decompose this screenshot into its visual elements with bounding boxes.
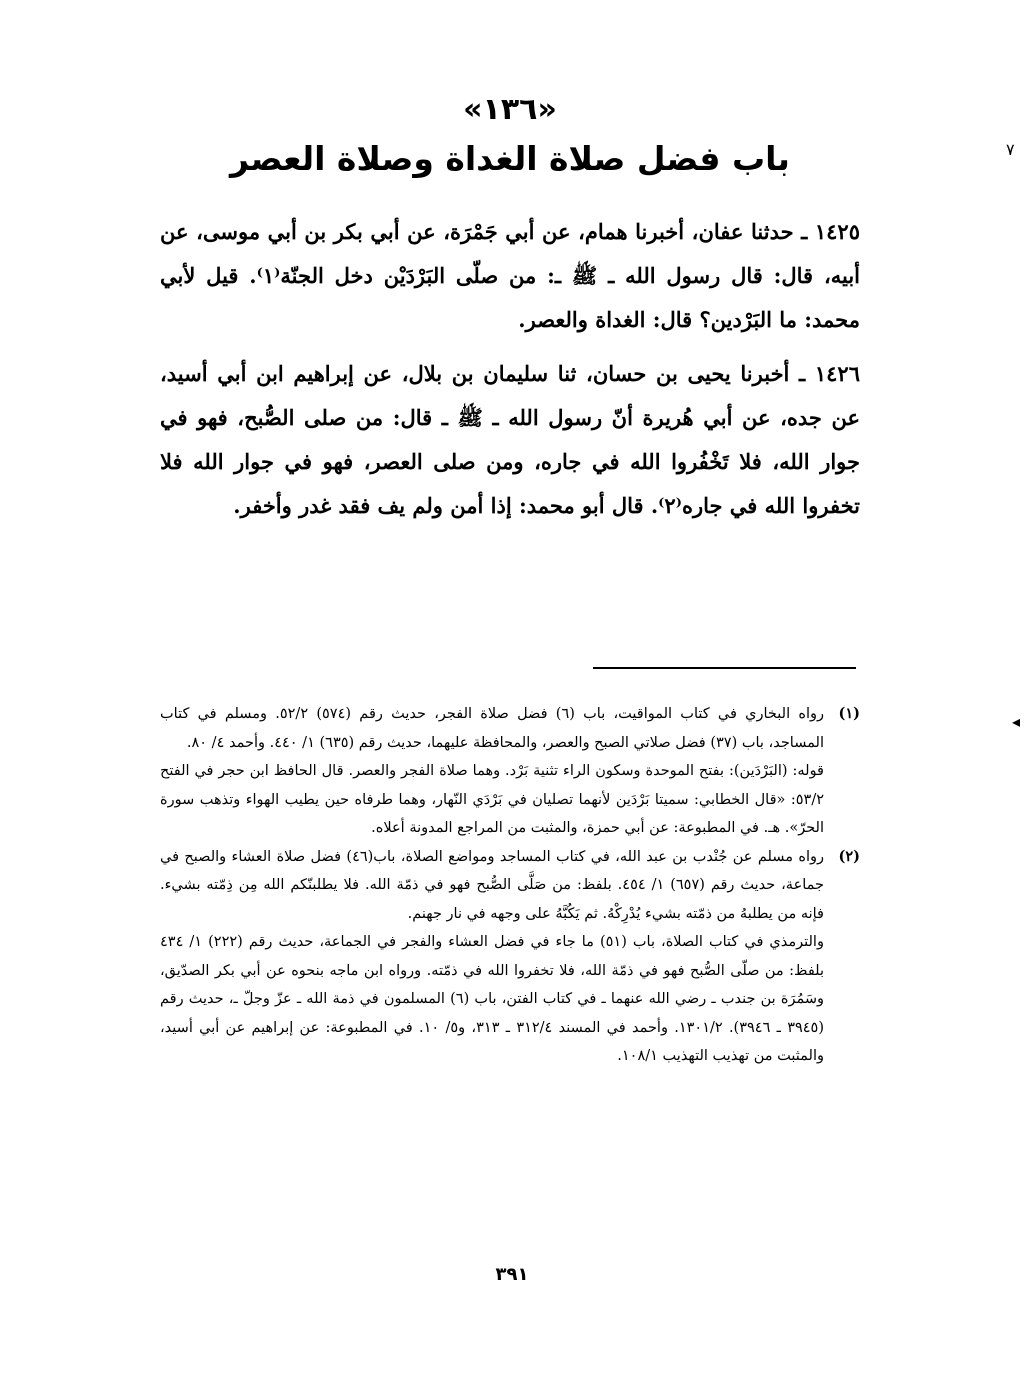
chapter-number: «١٣٦» bbox=[463, 92, 557, 127]
main-text bbox=[160, 90, 860, 538]
footnotes bbox=[160, 700, 860, 1071]
footnote-paragraph: رواه مسلم عن جُنْدب بن عبد الله، في كتاب المساجد ومواضع الصلاة، باب(٤٦) فضل صلاة العشاء والصبح في جماعة، حديث رقم (٦٥٧) ١/ ٤٥٤. بلفظ: من صَلَّى الصُّبح فهو في ذمّة الله. فلا يطلبنّكم الله مِن ذِمّته بشيء. فإنه من يطلبهُ من ذمّته بشيء يُدْرِكْهُ. ثم يَكُبَّهُ على وجهه في نار جهنم. bbox=[160, 848, 824, 922]
footnote-number: (٢) bbox=[838, 847, 860, 865]
footnote-paragraph: والترمذي في كتاب الصلاة، باب (٥١) ما جاء في فضل العشاء والفجر في الجماعة، حديث رقم (٢٢٢) ١/ ٤٣٤ بلفظ: من صلّى الصُّبح فهو في ذمّة الله، فلا تخفروا الله في ذمّته. ورواه ابن ماجه بنحوه عن أبي بكر الصدّيق، وسَمُرَة بن جندب ـ رضي الله عنهما ـ في كتاب الفتن، باب (٦) المسلمون في ذمة الله ـ عزّ وجلّ ـ، حديث رقم (٣٩٤٥ ـ ٣٩٤٦). ١٣٠١/٢. وأحمد في المسند ٣١٢/٤ ـ ٣١٣، و٥/ ١٠. في المطبوعة: عن إبراهيم عن أبي أسيد، والمثبت من تهذيب التهذيب ١٠٨/١. bbox=[160, 934, 825, 1064]
footnote-body bbox=[160, 843, 824, 1071]
footnote-paragraph: رواه البخاري في كتاب المواقيت، باب (٦) فضل صلاة الفجر، حديث رقم (٥٧٤) ٥٢/٢. ومسلم في كتاب المساجد، باب (٣٧) فضل صلاتي الصبح والعصر، والمحافظة عليهما، حديث رقم (٦٣٥) ١/ ٤٤٠. وأحمد ٤/ ٨٠. bbox=[160, 706, 824, 751]
footnote-paragraph: قوله: (البَرْدَين): بفتح الموحدة وسكون الراء تثنية بَرْد. وهما صلاة الفجر والعصر. قال الحافظ ابن حجر في الفتح ٥٣/٢: «قال الخطابي: سميتا بَرْدَين لأنهما تصليان في بَرْدَي النّهار، وهما طرفاه حين يطيب الهواء وتذهب سورة الحرّ». هـ. في المطبوعة: عن أبي حمزة، والمثبت من المراجع المدونة أعلاه. bbox=[160, 763, 824, 836]
footnote-number: (١) bbox=[838, 705, 860, 722]
chapter-title: باب فضل صلاة الغداة وصلاة العصر bbox=[230, 139, 790, 178]
scan-edge-mark: ٧ bbox=[1006, 140, 1015, 159]
scan-edge-mark: ◂ bbox=[1012, 712, 1021, 731]
footnote-1 bbox=[160, 700, 860, 843]
page-number: ٣٩١ bbox=[495, 1264, 529, 1285]
footnote-2 bbox=[160, 843, 860, 1071]
hadith-1425: ١٤٢٥ ـ حدثنا عفان، أخبرنا همام، عن أبي جَمْرَة، عن أبي بكر بن أبي موسى، عن أبيه، قال: قال رسول الله ـ ﷺ ـ: من صلّى البَرْدَيْن دخل الجنّة⁽١⁾. قيل لأبي محمد: ما البَرْدين؟ قال: الغداة والعصر. bbox=[160, 219, 860, 332]
footnote-body bbox=[160, 700, 824, 843]
footnote-divider bbox=[593, 667, 856, 669]
hadith-1426: ١٤٢٦ ـ أخبرنا يحيى بن حسان، ثنا سليمان بن بلال، عن إبراهيم ابن أبي أسيد، عن جده، عن أبي هُريرة أنّ رسول الله ـ ﷺ ـ قال: من صلى الصُّبح، فهو في جوار الله، فلا تَخْفُروا الله في جاره، ومن صلى العصر، فهو في جوار الله فلا تخفروا الله في جاره⁽٢⁾. قال أبو محمد: إذا أمن ولم يف فقد غدر وأخفر. bbox=[160, 361, 860, 518]
